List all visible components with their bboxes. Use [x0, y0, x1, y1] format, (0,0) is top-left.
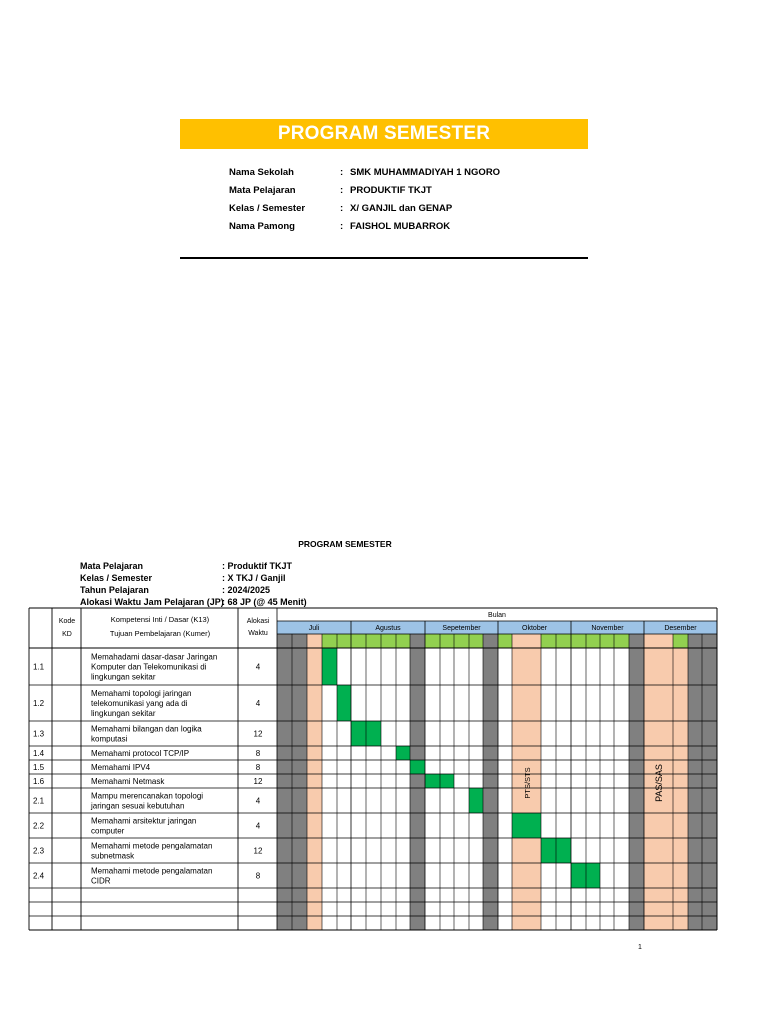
alokasi-cell: 4: [255, 699, 261, 708]
schedule-cell: [571, 863, 586, 888]
kompetensi-cell: computer: [91, 826, 125, 836]
info-colon: :: [340, 167, 344, 178]
kode-header-line2: KD: [62, 631, 72, 638]
kompetensi-cell: komputasi: [91, 734, 128, 744]
week-header-cell: [292, 634, 307, 648]
kompetensi-cell: Memahami IPV4: [91, 763, 151, 772]
week-header-cell: [425, 634, 440, 648]
kompetensi-cell: Memahami bilangan dan logika: [91, 724, 202, 734]
week-header-cell: [366, 634, 381, 648]
meta-label: Kelas / Semester: [80, 573, 153, 583]
week-header-cell: [410, 634, 425, 648]
month-header-band: [277, 621, 717, 634]
week-header-cell: [556, 634, 571, 648]
kode-cell: 1.6: [33, 777, 45, 786]
month-label: Agustus: [375, 625, 401, 632]
week-header-cell: [307, 634, 322, 648]
kompetensi-header-line1: Kompetensi Inti / Dasar (K13): [110, 615, 210, 624]
month-label: November: [591, 625, 624, 632]
kompetensi-cell: lingkungan sekitar: [91, 709, 156, 719]
week-header-cell: [702, 634, 717, 648]
week-header-cell: [396, 634, 410, 648]
info-label: Mata Pelajaran: [229, 185, 296, 196]
meta-label: Alokasi Waktu Jam Pelajaran (JP): [80, 597, 224, 607]
kode-cell: 1.3: [33, 729, 45, 739]
week-header-cell: [322, 634, 337, 648]
schedule-cell: [337, 685, 351, 721]
week-header-cell: [512, 634, 541, 648]
kompetensi-cell: telekomunikasi yang ada di: [91, 699, 188, 708]
week-header-cell: [277, 634, 292, 648]
info-value: PRODUKTIF TKJT: [350, 185, 432, 196]
alokasi-cell: 12: [253, 846, 263, 856]
week-header-cell: [498, 634, 512, 648]
program-title: PROGRAM SEMESTER: [298, 539, 392, 549]
kompetensi-cell: Memahami metode pengalamatan: [91, 841, 213, 851]
info-colon: :: [340, 203, 344, 214]
week-header-cell: [673, 634, 688, 648]
alokasi-cell: 8: [255, 763, 261, 772]
week-header-cell: [469, 634, 483, 648]
info-value: SMK MUHAMMADIYAH 1 NGORO: [350, 167, 501, 178]
alokasi-header-line1: Alokasi: [246, 618, 270, 625]
kompetensi-cell: Memahami Netmask: [91, 777, 165, 786]
month-label: Sepetember: [442, 625, 481, 632]
week-header-cell: [351, 634, 366, 648]
info-label: Nama Pamong: [229, 221, 295, 232]
page-number: 1: [638, 944, 642, 951]
schedule-cell: [366, 721, 381, 746]
cover-title-banner: PROGRAM SEMESTER: [180, 119, 588, 149]
schedule-cell: [586, 863, 600, 888]
kode-cell: 1.1: [33, 662, 45, 672]
kode-cell: 2.1: [33, 796, 45, 806]
week-header-cell: [688, 634, 702, 648]
alokasi-cell: 4: [255, 796, 261, 806]
week-header-cell: [614, 634, 629, 648]
meta-label: Mata Pelajaran: [80, 561, 144, 571]
week-header-cell: [644, 634, 673, 648]
info-label: Nama Sekolah: [229, 167, 294, 178]
kode-cell: 2.2: [33, 821, 45, 831]
kompetensi-cell: Memahami metode pengalamatan: [91, 866, 213, 876]
kode-cell: 1.2: [33, 699, 45, 708]
week-header-cell: [381, 634, 396, 648]
alokasi-cell: 8: [255, 749, 261, 758]
week-header-cell: [586, 634, 600, 648]
kompetensi-header-line2: Tujuan Pembelajaran (Kumer): [109, 629, 211, 638]
info-value: X/ GANJIL dan GENAP: [350, 203, 453, 214]
week-header-cell: [483, 634, 498, 648]
alokasi-cell: 8: [255, 871, 261, 881]
meta-label: Tahun Pelajaran: [80, 585, 149, 595]
kompetensi-cell: Memahami protocol TCP/IP: [91, 749, 190, 758]
month-label: Oktober: [522, 625, 547, 632]
info-value: FAISHOL MUBARROK: [350, 221, 451, 232]
week-header-cell: [337, 634, 351, 648]
alokasi-cell: 12: [253, 777, 263, 786]
schedule-cell: [322, 648, 337, 685]
alokasi-cell: 4: [255, 662, 261, 672]
schedule-cell: [556, 838, 571, 863]
kode-cell: 1.5: [33, 763, 45, 772]
kompetensi-cell: Memahadami dasar-dasar Jaringan: [91, 652, 218, 662]
schedule-cell: [425, 774, 440, 788]
schedule-cell: [512, 813, 541, 838]
alokasi-cell: 12: [253, 729, 263, 739]
kode-cell: 2.3: [33, 846, 45, 856]
alokasi-cell: 4: [255, 821, 261, 831]
kompetensi-cell: Memahami topologi jaringan: [91, 688, 192, 698]
month-label: Desember: [664, 625, 697, 632]
pts-sts-label: PTS/STS: [523, 767, 532, 799]
info-colon: :: [340, 185, 344, 196]
schedule-cell: [541, 838, 556, 863]
week-header-cell: [629, 634, 644, 648]
pas-sas-label: PAS/SAS: [654, 764, 664, 802]
schedule-cell: [469, 788, 483, 813]
kode-cell: 2.4: [33, 871, 45, 881]
schedule-cell: [351, 721, 366, 746]
kode-header-line1: Kode: [58, 618, 76, 625]
kompetensi-cell: lingkungan sekitar: [91, 672, 156, 682]
bulan-header: Bulan: [488, 612, 506, 619]
kompetensi-cell: Komputer dan Telekomunikasi di: [91, 662, 207, 672]
month-label: Juli: [308, 625, 320, 632]
schedule-cell: [440, 774, 454, 788]
kompetensi-cell: Mampu merencanakan topologi: [91, 791, 204, 801]
alokasi-header-line2: Waktu: [248, 630, 268, 637]
kompetensi-cell: Memahami arsitektur jaringan: [91, 816, 197, 826]
schedule-cell: [396, 746, 410, 760]
week-header-cell: [571, 634, 586, 648]
info-label: Kelas / Semester: [229, 203, 306, 214]
meta-value: : 68 JP (@ 45 Menit): [222, 597, 307, 607]
meta-value: : 2024/2025: [222, 585, 271, 595]
week-header-cell: [440, 634, 454, 648]
kompetensi-cell: subnetmask: [91, 851, 135, 861]
kode-cell: 1.4: [33, 749, 45, 758]
week-header-cell: [454, 634, 469, 648]
info-colon: :: [340, 221, 344, 232]
meta-value: : X TKJ / Ganjil: [222, 573, 286, 583]
week-header-cell: [541, 634, 556, 648]
kompetensi-cell: jaringan sesuai kebutuhan: [91, 801, 185, 811]
meta-value: : Produktif TKJT: [222, 561, 292, 571]
schedule-cell: [410, 760, 425, 774]
week-header-cell: [600, 634, 614, 648]
kompetensi-cell: CIDR: [91, 876, 111, 886]
